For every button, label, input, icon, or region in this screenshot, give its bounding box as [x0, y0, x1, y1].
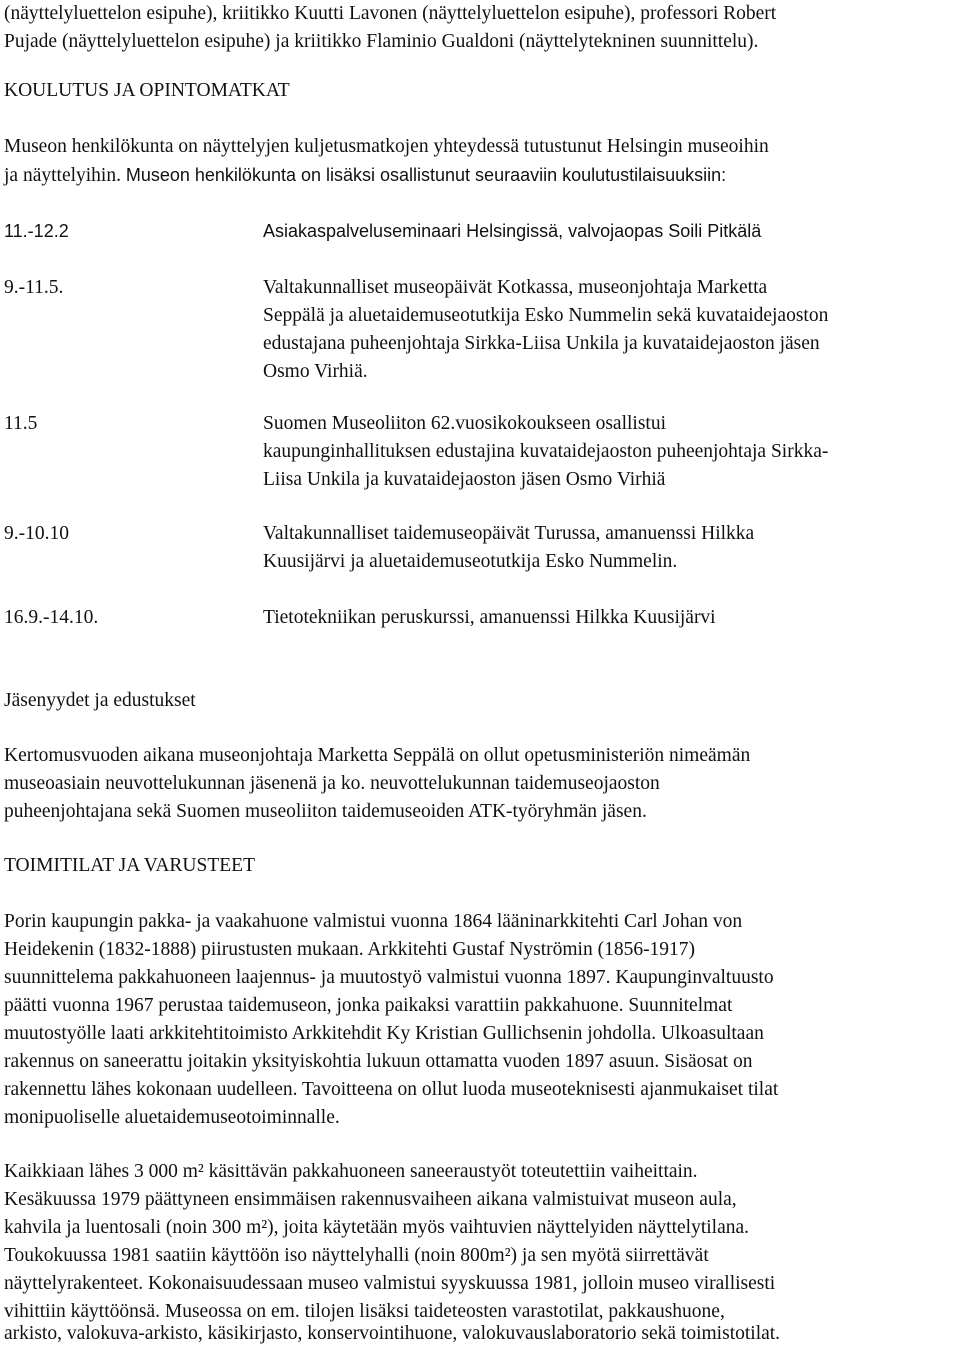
toimitilat-paragraph-2-line: arkisto, valokuva-arkisto, käsikirjasto, konservointihuone, valokuvauslaboratorio sekä toimistotilat. [4, 1323, 781, 1344]
training-description: Liisa Unkila ja kuvataidejaoston jäsen Osmo Virhiä [263, 469, 666, 490]
section-heading-toimitilat: TOIMITILAT JA VARUSTEET [4, 855, 255, 876]
toimitilat-paragraph-1-line: päätti vuonna 1967 perustaa taidemuseon, jonka paikaksi varattiin pakkahuone. Suunnitelmat [4, 995, 733, 1016]
training-date: 9.-10.10 [4, 523, 69, 544]
toimitilat-paragraph-2-line: Kesäkuussa 1979 päättyneen ensimmäisen rakennusvaiheen aikana valmistuivat museon aula, [4, 1189, 737, 1210]
toimitilat-paragraph-2-line: näyttelyrakenteet. Kokonaisuudessaan museo valmistui syyskuussa 1981, jolloin museo virallisesti [4, 1273, 776, 1294]
jasenyydet-line: Kertomusvuoden aikana museonjohtaja Marketta Seppälä on ollut opetusministeriön nimeämän [4, 745, 751, 766]
koulutus-paragraph-sans-part: Museon henkilökunta on lisäksi osallistunut seuraaviin koulutustilaisuuksiin: [125, 165, 727, 185]
training-description: kaupunginhallituksen edustajina kuvataidejaoston puheenjohtaja Sirkka- [263, 441, 829, 462]
toimitilat-paragraph-1-line: Porin kaupungin pakka- ja vaakahuone valmistui vuonna 1864 lääninarkkitehti Carl Johan von [4, 911, 743, 932]
toimitilat-paragraph-1-line: muutostyölle laati arkkitehtitoimisto Arkkitehdit Ky Kristian Gullichsenin johdolla. Ulkoasultaan [4, 1023, 764, 1044]
toimitilat-paragraph-1-line: suunnittelema pakkahuoneen laajennus- ja muutostyö valmistui vuonna 1897. Kaupunginvaltuusto [4, 967, 774, 988]
koulutus-paragraph-line-2 [4, 161, 726, 190]
section-heading-koulutus: KOULUTUS JA OPINTOMATKAT [4, 80, 290, 101]
training-description: edustajana puheenjohtaja Sirkka-Liisa Unkila ja kuvataidejaoston jäsen [263, 333, 820, 354]
training-description: Valtakunnalliset museopäivät Kotkassa, museonjohtaja Marketta [263, 277, 768, 298]
training-date: 9.-11.5. [4, 277, 64, 298]
toimitilat-paragraph-2-line: kahvila ja luentosali (noin 300 m²), joita käytetään myös vaihtuvien näyttelyiden näyttelytilana. [4, 1217, 750, 1238]
toimitilat-paragraph-1-line: monipuoliselle aluetaidemuseotoiminnalle. [4, 1107, 340, 1128]
section-heading-jasenyydet: Jäsenyydet ja edustukset [4, 690, 196, 711]
intro-line-1: (näyttelyluettelon esipuhe), kriitikko Kuutti Lavonen (näyttelyluettelon esipuhe), professori Robert [4, 3, 777, 24]
intro-line-2: Pujade (näyttelyluettelon esipuhe) ja kriitikko Flaminio Gualdoni (näyttelytekninen suunnittelu). [4, 31, 759, 52]
training-date: 11.-12.2 [4, 221, 69, 241]
toimitilat-paragraph-2-line: Kaikkiaan lähes 3 000 m² käsittävän pakkahuoneen saneeraustyöt toteutettiin vaiheittain. [4, 1161, 698, 1182]
toimitilat-paragraph-2-line: vihittiin käyttöönsä. Museossa on em. tilojen lisäksi taideteosten varastotilat, pakkaushuone, [4, 1301, 725, 1322]
training-description: Valtakunnalliset taidemuseopäivät Turussa, amanuenssi Hilkka [263, 523, 755, 544]
training-date: 11.5 [4, 413, 38, 434]
training-description: Tietotekniikan peruskurssi, amanuenssi Hilkka Kuusijärvi [263, 607, 716, 628]
toimitilat-paragraph-2-line: Toukokuussa 1981 saatiin käyttöön iso näyttelyhalli (noin 800m²) ja sen myötä siirrettävät [4, 1245, 709, 1266]
training-description: Osmo Virhiä. [263, 361, 368, 382]
training-date: 16.9.-14.10. [4, 607, 99, 628]
training-description: Seppälä ja aluetaidemuseotutkija Esko Nummelin sekä kuvataidejaoston [263, 305, 829, 326]
toimitilat-paragraph-1-line: rakennus on saneerattu joitakin yksityiskohtia lukuun ottamatta vuoden 1897 asuun. Sisäosat on [4, 1051, 753, 1072]
training-description: Kuusijärvi ja aluetaidemuseotutkija Esko Nummelin. [263, 551, 678, 572]
koulutus-paragraph-line-1: Museon henkilökunta on näyttelyjen kuljetusmatkojen yhteydessä tutustunut Helsingin museoihin [4, 136, 769, 157]
toimitilat-paragraph-1-line: rakennettu lähes kokonaan uudelleen. Tavoitteena on ollut luoda museoteknisesti ajanmukaiset tilat [4, 1079, 779, 1100]
toimitilat-paragraph-1-line: Heidekenin (1832-1888) piirustusten mukaan. Arkkitehti Gustaf Nyströmin (1856-1917) [4, 939, 696, 960]
jasenyydet-line: museoasiain neuvottelukunnan jäsenenä ja ko. neuvottelukunnan taidemuseojaoston [4, 773, 660, 794]
training-description: Asiakaspalveluseminaari Helsingissä, valvojaopas Soili Pitkälä [263, 221, 762, 241]
koulutus-paragraph-serif-part: ja näyttelyihin. [4, 165, 121, 186]
training-description: Suomen Museoliiton 62.vuosikokoukseen osallistui [263, 413, 666, 434]
jasenyydet-line: puheenjohtajana sekä Suomen museoliiton taidemuseoiden ATK-työryhmän jäsen. [4, 801, 647, 822]
